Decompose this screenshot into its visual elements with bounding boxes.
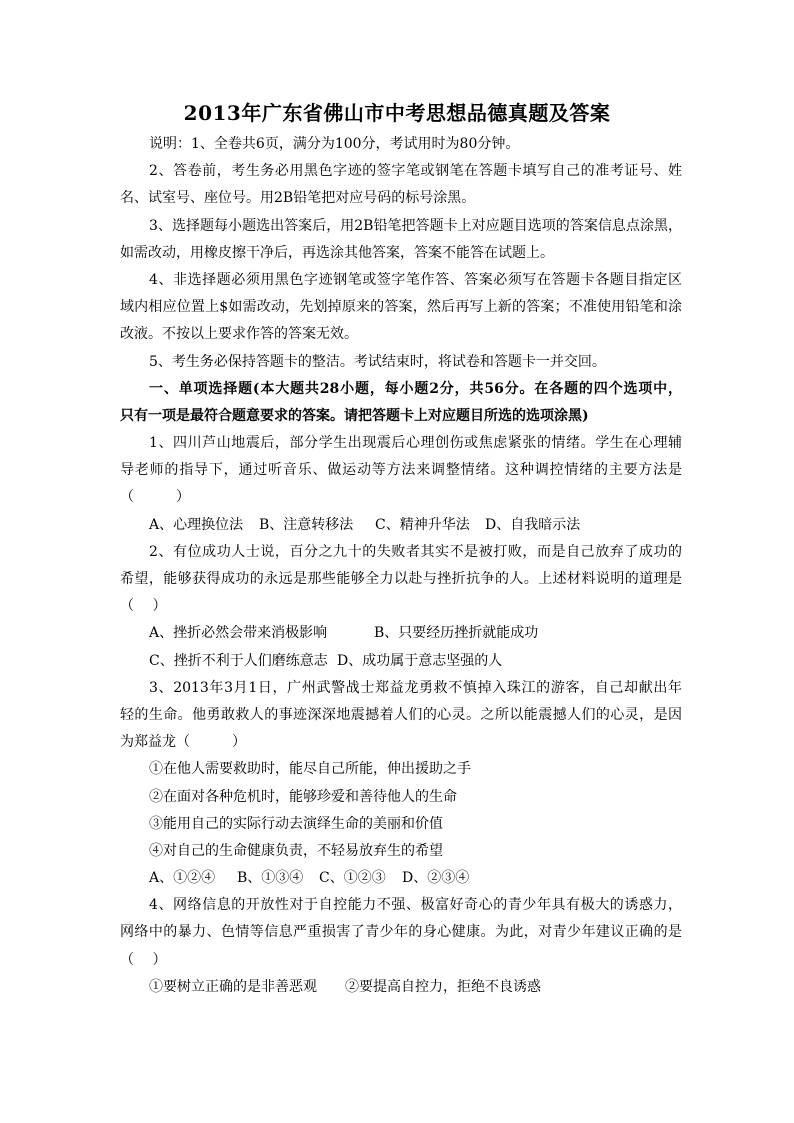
question-3-item-2: ②在面对各种危机时，能够珍爱和善待他人的生命 <box>149 788 457 805</box>
question-4-cont: 网络中的暴力、色情等信息严重损害了青少年的身心健康。为此，对青少年建议正确的是 <box>120 924 682 941</box>
instruction-5: 5、考生务必保持答题卡的整洁。考试结束时，将试卷和答题卡一并交回。 <box>149 353 606 370</box>
option-d: D、成功属于意志坚强的人 <box>337 652 503 669</box>
instruction-2-cont: 名、试室号、座位号。用2B铅笔把对应号码的标号涂黑。 <box>120 190 476 207</box>
question-3-item-4: ④对自己的生命健康负责，不轻易放弃生的希望 <box>149 842 443 859</box>
question-3: 3、2013年3月1日，广州武警战士郑益龙勇救不慎掉入珠江的游客，自己却献出年 <box>149 679 682 696</box>
option-b: B、注意转移法 <box>259 516 354 533</box>
section-heading: 一、单项选择题(本大题共28小题，每小题2分，共56分。在各题的四个选项中， <box>149 380 682 397</box>
question-4-blank: （ ） <box>120 951 167 968</box>
option-a: A、①②④ <box>149 870 216 887</box>
question-3-item-3: ③能用自己的实际行动去演绎生命的美丽和价值 <box>149 815 443 832</box>
question-1-blank: （ ） <box>120 489 190 506</box>
question-3-item-1: ①在他人需要救助时，能尽自己所能，伸出援助之手 <box>149 761 471 778</box>
question-2: 2、有位成功人士说，百分之九十的失败者其实不是被打败，而是自己放弃了成功的 <box>149 543 682 560</box>
option-c: C、挫折不利于人们磨练意志 <box>149 652 328 669</box>
document-body <box>120 131 682 1001</box>
section-heading-cont: 只有一项是最符合题意要求的答案。请把答题卡上对应题目所选的选项涂黑) <box>120 407 589 424</box>
document-title: 2013年广东省佛山市中考思想品德真题及答案 <box>183 101 611 125</box>
question-1: 1、四川芦山地震后，部分学生出现震后心理创伤或焦虑紧张的情绪。学生在心理辅 <box>149 435 682 452</box>
question-4-items <box>120 974 682 1001</box>
instruction-4: 4、非选择题必须用黑色字迹钢笔或签字笔作答、答案必须写在答题卡各题目指定区 <box>149 271 682 288</box>
option-a: A、挫折必然会带来消极影响 <box>149 625 328 642</box>
option-d: D、自我暗示法 <box>485 516 581 533</box>
question-4-item-2: ②要提高自控力，拒绝不良诱惑 <box>345 978 541 995</box>
question-4-item-1: ①要树立正确的是非善恶观 <box>149 978 317 995</box>
question-1-options <box>120 512 682 539</box>
question-3-blank: 为郑益龙（ ） <box>120 734 246 751</box>
instruction-1: 说明：1、全卷共6页，满分为100分，考试用时为80分钟。 <box>149 136 520 152</box>
option-c: C、①②③ <box>319 870 386 887</box>
option-a: A、心理换位法 <box>149 516 244 533</box>
question-1-cont: 导老师的指导下，通过听音乐、做运动等方法来调整情绪。这种调控情绪的主要方法是 <box>120 462 682 479</box>
question-2-blank: （ ） <box>120 598 167 615</box>
option-b: B、①③④ <box>237 870 304 887</box>
option-d: D、②③④ <box>402 870 470 887</box>
question-3-options <box>120 865 682 892</box>
instruction-4-cont: 域内相应位置上$如需改动，先划掉原来的答案，然后再写上新的答案；不准使用铅笔和涂 <box>120 299 682 316</box>
question-2-cont: 希望，能够获得成功的永远是那些能够全力以赴与挫折抗争的人。上述材料说明的道理是 <box>120 571 682 587</box>
question-4: 4、网络信息的开放性对于自控能力不强、极富好奇心的青少年具有极大的诱惑力， <box>149 897 682 914</box>
option-b: B、只要经历挫折就能成功 <box>374 625 539 642</box>
question-2-options-ab <box>120 620 682 647</box>
question-3-cont: 轻的生命。他勇敢救人的事迹深深地震撼着人们的心灵。之所以能震撼人们的心灵，是因 <box>120 706 682 723</box>
instruction-3-cont: 如需改动，用橡皮擦干净后，再选涂其他答案，答案不能答在试题上。 <box>120 244 554 261</box>
option-c: C、精神升华法 <box>375 516 470 533</box>
instruction-4-cont2: 改液。不按以上要求作答的答案无效。 <box>120 326 358 343</box>
question-2-options-cd <box>120 648 682 675</box>
instruction-3: 3、选择题每小题选出答案后，用2B铅笔把答题卡上对应题目选项的答案信息点涂黑， <box>149 217 682 234</box>
instruction-2: 2、答卷前，考生务必用黑色字迹的签字笔或钢笔在答题卡填写自己的准考证号、姓 <box>149 163 682 180</box>
